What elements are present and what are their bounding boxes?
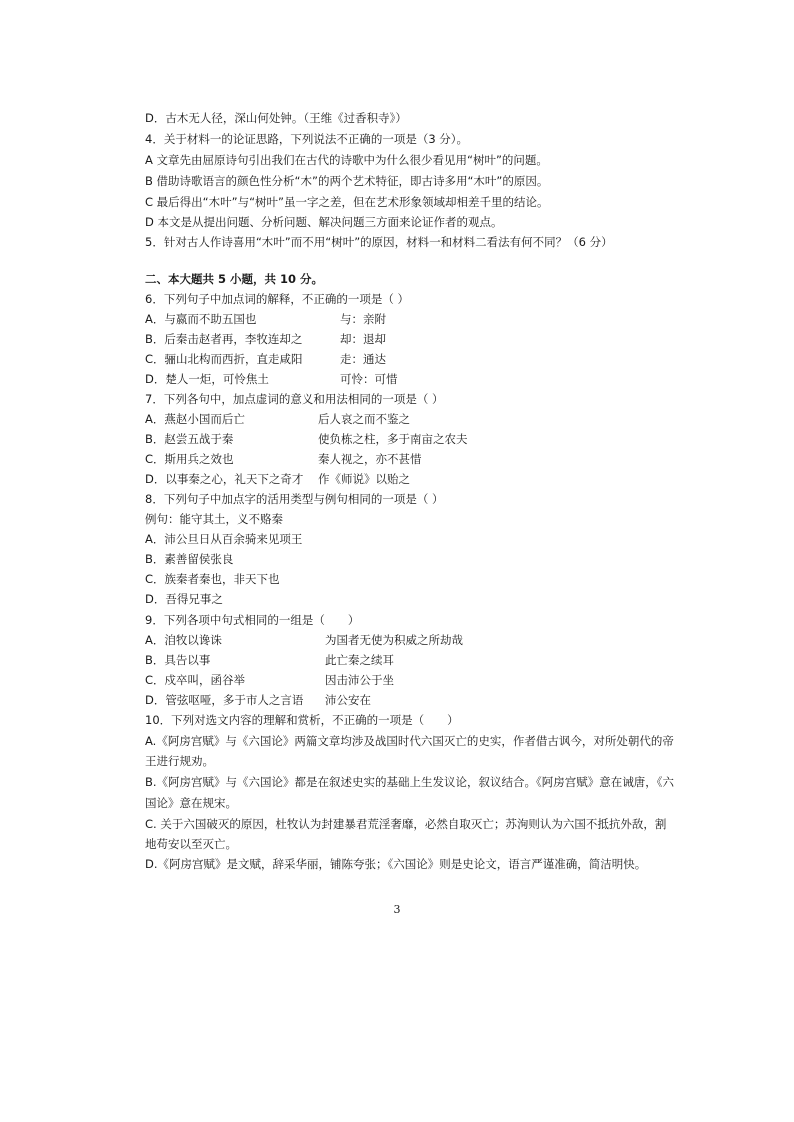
q10-option-b-line1: B.《阿房宫赋》与《六国论》都是在叙述史实的基础上生发议论，叙议结合。《阿房宫赋》意在诫唐，《六 [145,775,675,789]
q7-option-d: D．以事秦之心，礼天下之奇才 [145,472,304,486]
section-2-title: 二、本大题共 5 小题，共 10 分。 [145,272,324,286]
q4-option-b: B 借助诗歌语言的颜色性分析“木”的两个艺术特征，即古诗多用“木叶”的原因。 [145,174,549,188]
q8-stem: 8．下列句子中加点字的活用类型与例句相同的一项是（ ） [145,492,444,506]
q4-option-d: D 本文是从提出问题、分析问题、解决问题三方面来论证作者的观点。 [145,215,503,229]
q7-option-c-pair: 秦人视之，亦不甚惜 [318,452,422,466]
q9-stem: 9．下列各项中句式相同的一组是（ ） [145,613,360,627]
q10-option-a-line2: 王进行规劝。 [145,754,214,768]
q3-option-d: D．古木无人径，深山何处钟。（王维《过香积寺》） [145,111,407,125]
q9-option-a-pair: 为国者无使为积威之所劫哉 [325,633,463,647]
q7-option-c: C．斯用兵之效也 [145,452,234,466]
q4-option-a: A 文章先由屈原诗句引出我们在古代的诗歌中为什么很少看见用“树叶”的问题。 [145,153,548,167]
q7-option-d-pair: 作《师说》以贻之 [318,472,410,486]
q4-stem: 4．关于材料一的论证思路，下列说法不正确的一项是（3 分）。 [145,132,469,146]
q6-option-a: A．与嬴而不助五国也 [145,312,257,326]
q8-option-c: C．族秦者秦也，非天下也 [145,572,280,586]
q8-example: 例句：能守其土，义不赂秦 [145,512,283,526]
q9-option-d: D．管弦呕哑，多于市人之言语 [145,693,304,707]
q9-option-c: C．戍卒叫，函谷举 [145,673,246,687]
q9-option-b-pair: 此亡秦之续耳 [325,653,394,667]
q6-stem: 6．下列句子中加点词的解释，不正确的一项是（ ） [145,292,409,306]
q6-option-c: C．骊山北构而西折，直走咸阳 [145,352,303,366]
q10-option-c-line2: 地苟安以至灭亡。 [145,837,237,851]
q7-option-b: B．赵尝五战于秦 [145,432,234,446]
q8-option-d: D．吾得兄事之 [145,592,223,606]
q6-option-c-gloss: 走：通达 [340,352,386,366]
q7-stem: 7．下列各句中，加点虚词的意义和用法相同的一项是（ ） [145,392,444,406]
q9-option-a: A．洎牧以谗诛 [145,633,222,647]
q9-option-b: B．具告以事 [145,653,211,667]
q7-option-a-pair: 后人哀之而不鉴之 [318,412,410,426]
q9-option-c-pair: 因击沛公于坐 [325,673,394,687]
page-number: 3 [393,903,401,916]
q6-option-a-gloss: 与：亲附 [340,312,386,326]
q10-stem: 10．下列对选文内容的理解和赏析，不正确的一项是（ ） [145,713,459,727]
q10-option-d: D.《阿房宫赋》是文赋，辞采华丽，铺陈夸张；《六国论》则是史论文，语言严谨准确，简洁明快。 [145,857,647,871]
q8-option-a: A．沛公旦日从百余骑来见项王 [145,532,303,546]
q6-option-b-gloss: 却：退却 [340,332,386,346]
q6-option-d: D．楚人一炬，可怜焦土 [145,372,269,386]
q9-option-d-pair: 沛公安在 [325,693,371,707]
q6-option-d-gloss: 可怜：可惜 [340,372,398,386]
q10-option-a-line1: A.《阿房宫赋》与《六国论》两篇文章均涉及战国时代六国灭亡的史实，作者借古讽今，对所处朝代的帝 [145,734,674,748]
q5-stem: 5．针对古人作诗喜用“木叶”而不用“树叶”的原因，材料一和材料二看法有何不同？（6 分） [145,235,613,249]
q7-option-b-pair: 使负栋之柱，多于南亩之农夫 [318,432,468,446]
q10-option-b-line2: 国论》意在规宋。 [145,796,237,810]
q8-option-b: B．素善留侯张良 [145,552,234,566]
q4-option-c: C 最后得出“木叶”与“树叶”虽一字之差，但在艺术形象领域却相差千里的结论。 [145,195,549,209]
q6-option-b: B．后秦击赵者再，李牧连却之 [145,332,303,346]
q7-option-a: A．燕赵小国而后亡 [145,412,245,426]
q10-option-c-line1: C. 关于六国破灭的原因，杜牧认为封建暴君荒淫奢靡，必然自取灭亡；苏洵则认为六国不抵抗外敌，割 [145,817,667,831]
